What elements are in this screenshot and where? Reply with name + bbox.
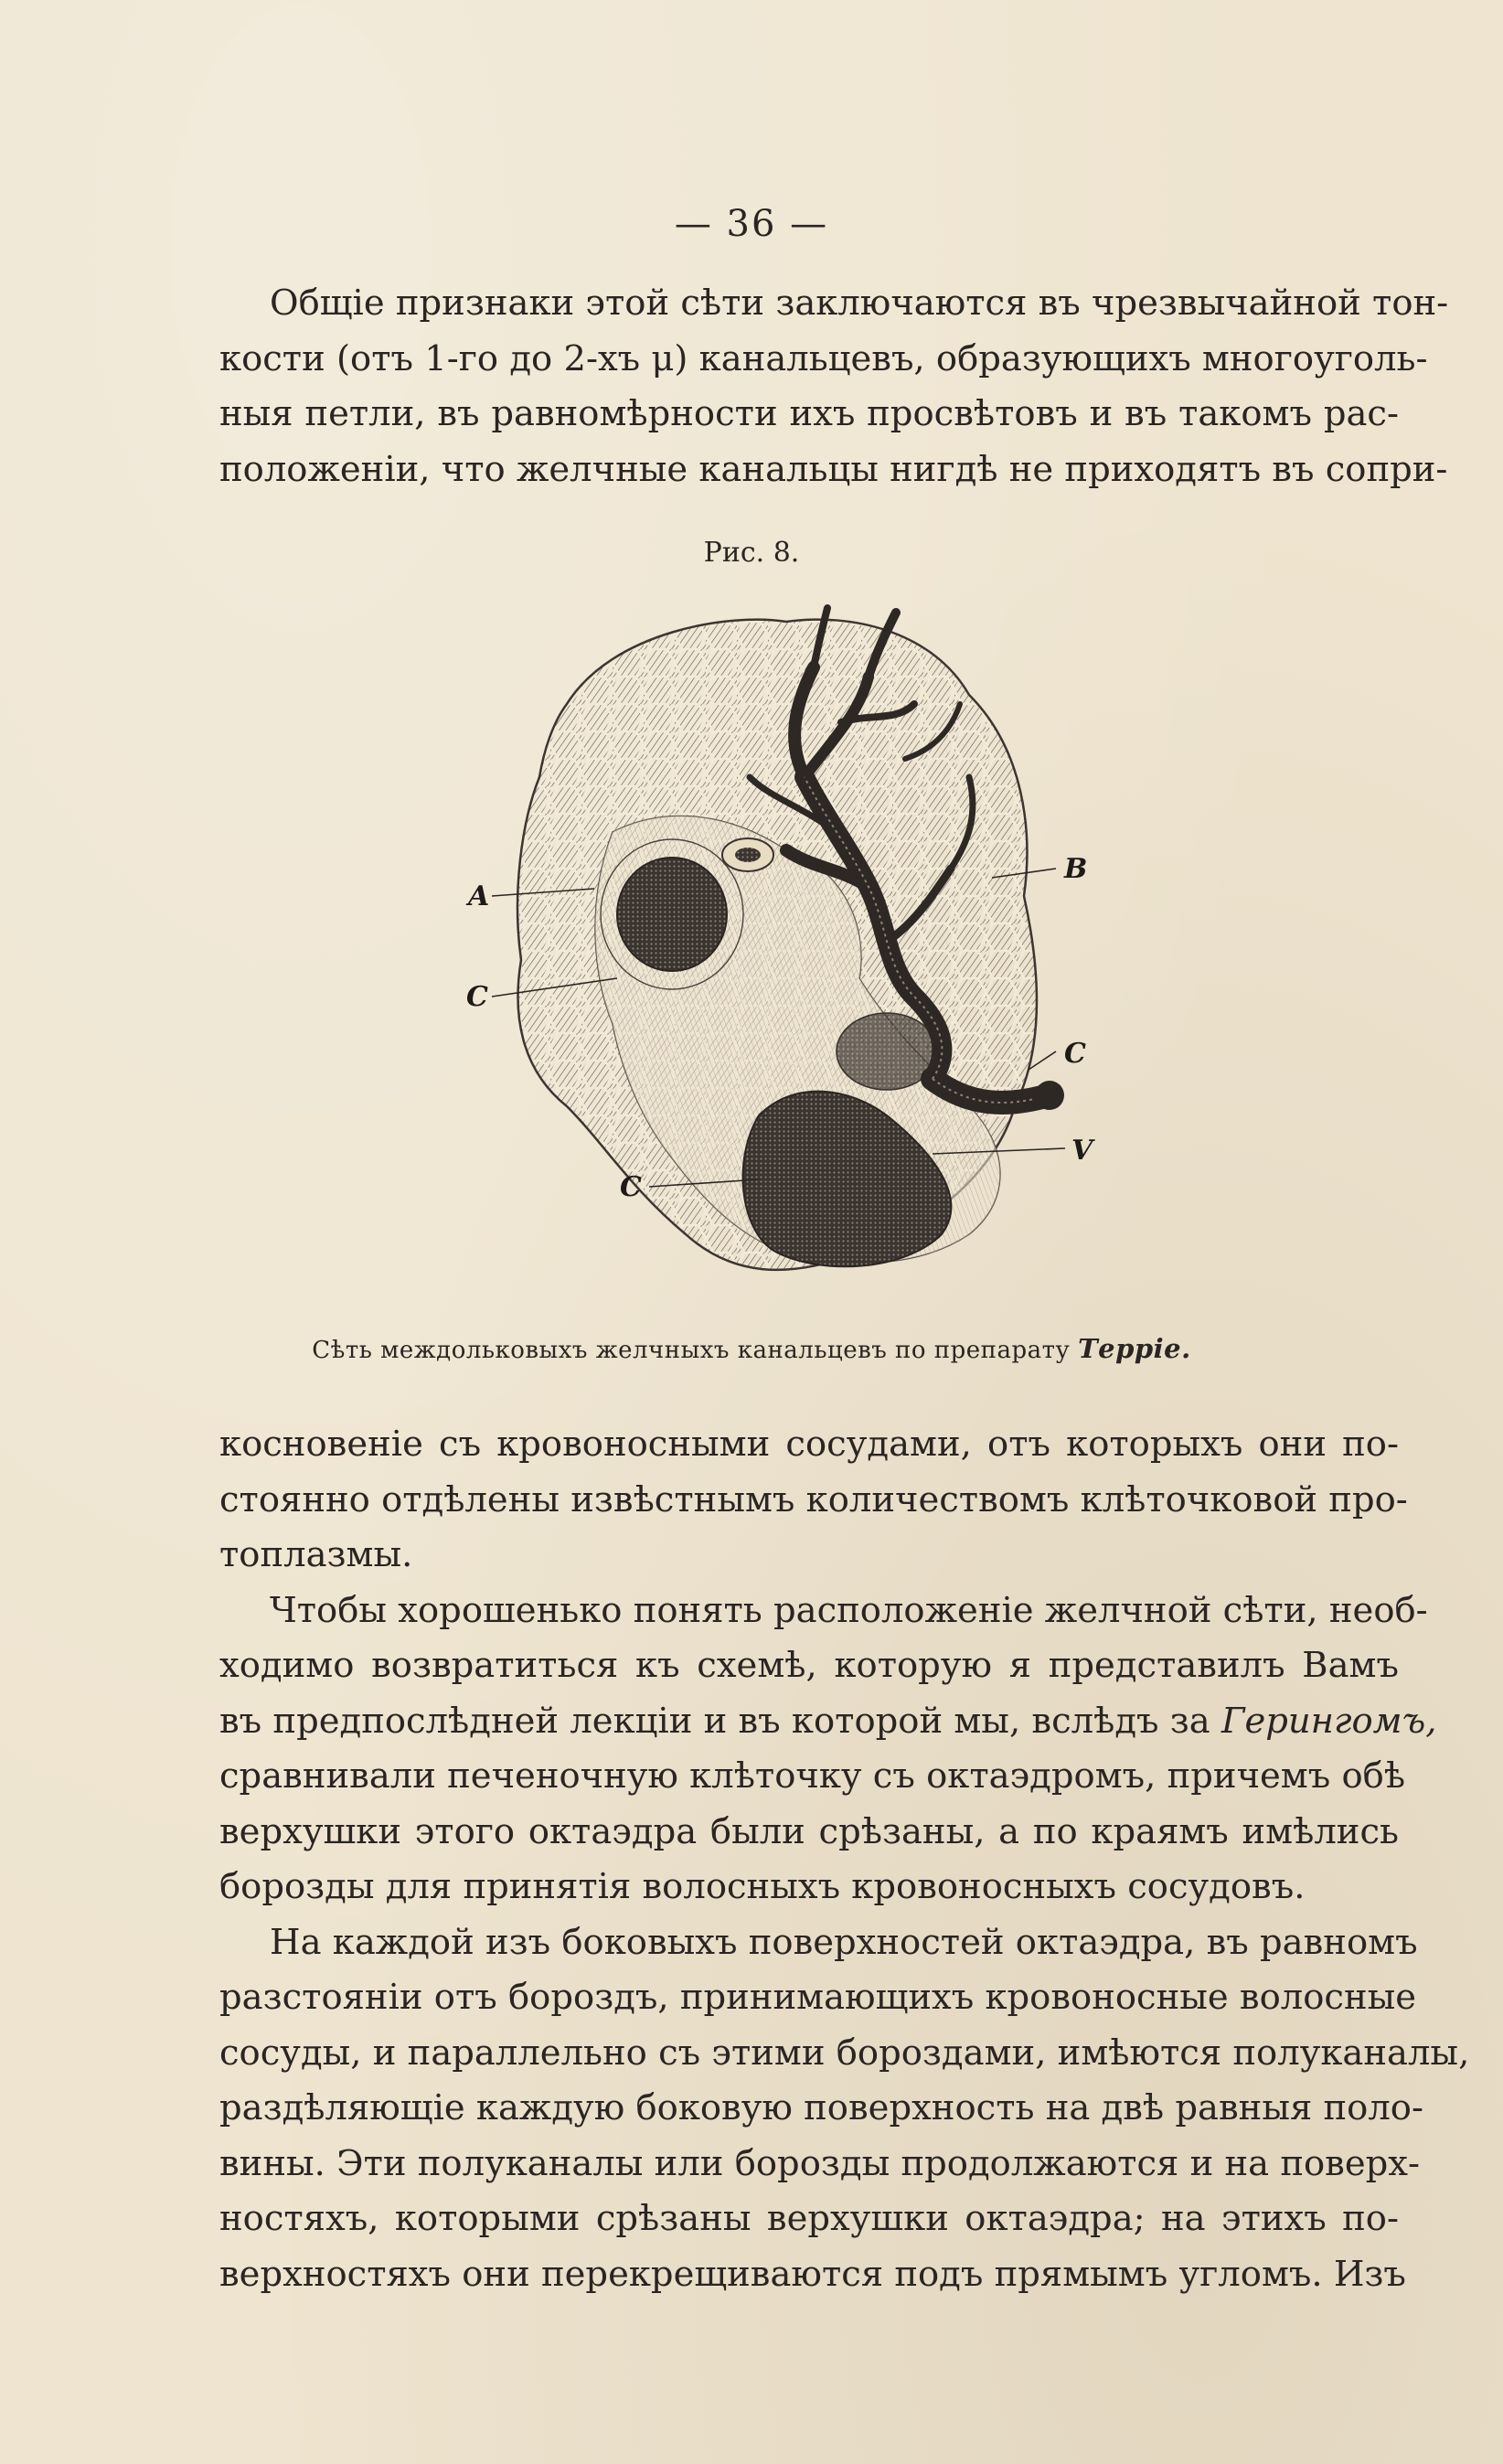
figure-letter-c-left: C: [466, 981, 488, 1013]
text-line: ныя петли, въ равномѣрности ихъ просвѣтовъ и въ такомъ рас-: [219, 393, 1399, 434]
figure-letter-a: A: [468, 880, 490, 912]
text-line: верхушки этого октаэдра были срѣзаны, а по краямъ имѣлись: [219, 1810, 1399, 1852]
text-line: топлазмы.: [219, 1534, 413, 1575]
text-line: [219, 1694, 1437, 1750]
text-line: стоянно отдѣлены извѣстнымъ количествомъ клѣточковой про-: [219, 1478, 1408, 1520]
caption-text: Сѣть междольковыхъ желчныхъ канальцевъ по препарату: [312, 1337, 1071, 1364]
text-line: сосуды, и параллельно съ этими бороздами, имѣются полуканалы,: [219, 2032, 1470, 2074]
figure-letter-c-bottom: C: [620, 1171, 642, 1203]
text-segment: въ предпослѣдней лекціи и въ которой мы, вслѣдъ за: [219, 1700, 1221, 1742]
figure-label: Рис. 8.: [703, 537, 800, 569]
text-line: положеніи, что желчные канальцы нигдѣ не приходятъ въ сопри-: [219, 448, 1448, 490]
text-line: разстояніи отъ бороздъ, принимающихъ кровоносные волосные: [219, 1977, 1417, 2018]
text-line: вины. Эти полуканалы или борозды продолжаются и на поверх-: [219, 2142, 1420, 2184]
figure-caption: [0, 1333, 1503, 1364]
blood-vessel-left: [617, 858, 727, 971]
text-line: кости (отъ 1-го до 2-хъ μ) канальцевъ, образующихъ многоуголь-: [219, 337, 1428, 379]
text-line: борозды для принятія волосныхъ кровоносныхъ сосудовъ.: [219, 1866, 1306, 1907]
figure-letter-c-right: C: [1064, 1038, 1086, 1070]
bile-duct-network-engraving: [457, 594, 1115, 1298]
text-line: На каждой изъ боковыхъ поверхностей октаэдра, въ равномъ: [270, 1921, 1418, 1963]
page-number: — 36 —: [674, 203, 829, 245]
text-line: Общіе признаки этой сѣти заключаются въ чрезвычайной тон-: [270, 283, 1449, 324]
caption-author: Терріе.: [1078, 1333, 1191, 1364]
author-name-gering: Герингомъ,: [1221, 1700, 1437, 1742]
bottom-text: [219, 1417, 1470, 2302]
text-line: сравнивали печеночную клѣточку съ октаэдромъ, причемъ обѣ: [219, 1755, 1406, 1797]
text-line: Чтобы хорошенько понять расположеніе желчной сѣти, необ-: [270, 1589, 1428, 1631]
text-line: ностяхъ, которыми срѣзаны верхушки октаэдра; на этихъ по-: [219, 2198, 1399, 2239]
top-paragraph: [219, 276, 1449, 497]
text-line: ходимо возвратиться къ схемѣ, которую я представилъ Вамъ: [219, 1645, 1399, 1686]
figure-letter-b: B: [1064, 853, 1088, 885]
figure-letter-v: V: [1071, 1135, 1093, 1167]
text-line: косновеніе съ кровоносными сосудами, отъ которыхъ они по-: [219, 1424, 1399, 1465]
text-line: верхностяхъ они перекрещиваются подъ прямымъ угломъ. Изъ: [219, 2253, 1406, 2295]
text-line: раздѣляющіе каждую боковую поверхность на двѣ равныя поло-: [219, 2087, 1423, 2128]
figure-illustration: [457, 594, 1115, 1298]
